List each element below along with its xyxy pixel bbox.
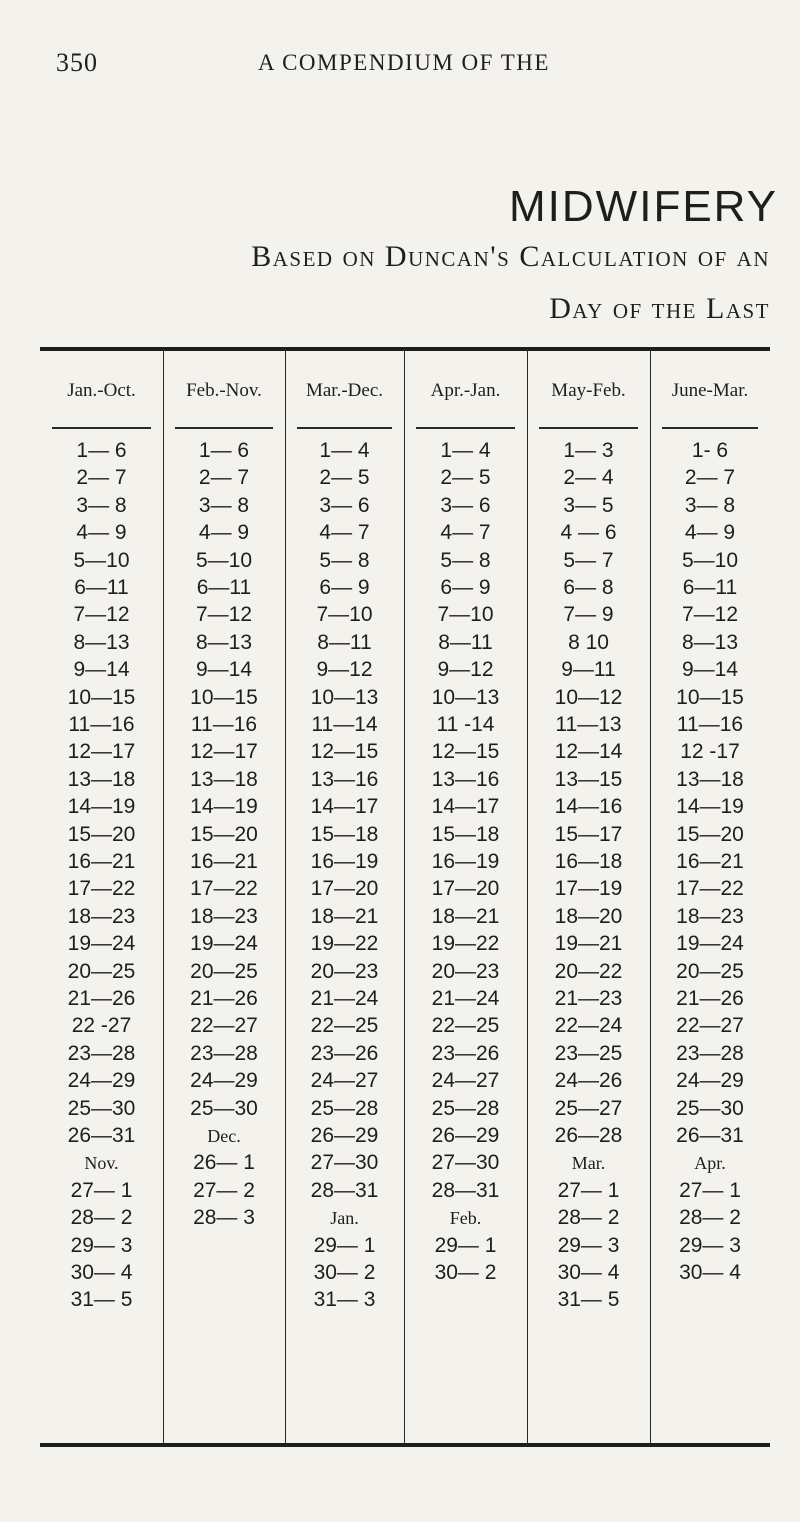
table-cell: 24—26 xyxy=(554,1069,623,1093)
table-cell: Nov. xyxy=(84,1153,119,1174)
table-cell: 5—10 xyxy=(681,548,739,572)
table-cell: 12—14 xyxy=(554,740,623,764)
table-cell: 28— 2 xyxy=(557,1206,620,1230)
table-cell: 1— 6 xyxy=(198,439,250,462)
table-cell: 7—12 xyxy=(195,603,253,627)
table-cell: 27— 2 xyxy=(193,1178,255,1202)
column-header: Jan.-Oct. xyxy=(67,380,136,401)
table-cell: 15—20 xyxy=(190,822,258,846)
table-cell: 21—24 xyxy=(310,987,379,1010)
table-cell: 9—11 xyxy=(561,658,616,682)
table-cell: 2— 7 xyxy=(76,466,127,490)
table-cell: 20—25 xyxy=(190,959,258,983)
table-cell: 19—24 xyxy=(67,932,136,956)
table-cell: 3— 6 xyxy=(319,493,370,517)
table-cell: 14—16 xyxy=(554,795,623,819)
table-cell: 12—15 xyxy=(310,740,379,764)
table-cell: 21—26 xyxy=(676,987,744,1010)
header-underline xyxy=(416,427,515,429)
table-cell: 16—21 xyxy=(190,850,258,873)
table-cell: 14—19 xyxy=(67,795,136,819)
table-cell: 29— 3 xyxy=(679,1233,741,1257)
table-cell: 11—13 xyxy=(555,713,622,736)
table-cell: 24—27 xyxy=(310,1069,379,1093)
table-cell: 10—13 xyxy=(431,685,500,709)
table-column xyxy=(404,350,527,1443)
table-cell: 14—19 xyxy=(676,795,744,819)
table-cell: 16—21 xyxy=(676,850,744,873)
table-cell: 25—27 xyxy=(554,1096,623,1120)
table-cell: 7—10 xyxy=(437,603,494,627)
table-cell: 20—23 xyxy=(431,959,500,983)
table-cell: 3— 8 xyxy=(198,493,250,517)
table-cell: 13—16 xyxy=(431,767,500,791)
table-cell: 20—25 xyxy=(676,959,744,983)
running-head: A COMPENDIUM OF THE xyxy=(258,50,550,75)
table-cell: 4— 9 xyxy=(198,521,250,545)
table-cell: 9—14 xyxy=(681,658,739,682)
table-cell: 11—16 xyxy=(190,713,258,736)
table-cell: 18—23 xyxy=(190,904,258,928)
table-cell: 24—27 xyxy=(431,1069,500,1093)
table-cell: 22—27 xyxy=(190,1014,258,1038)
table-cell: Dec. xyxy=(207,1126,241,1146)
table-column xyxy=(527,350,650,1443)
table-cell: 8—13 xyxy=(195,630,253,654)
table-cell: 11 -14 xyxy=(436,713,495,736)
table-column xyxy=(285,350,404,1443)
table-cell: 23—28 xyxy=(676,1041,744,1065)
table-cell: 21—26 xyxy=(190,987,258,1010)
table-cell: 16—19 xyxy=(431,850,500,873)
table-cell: 24—29 xyxy=(67,1069,136,1093)
table-cell: 10—15 xyxy=(676,685,744,709)
table-cell: 1— 4 xyxy=(319,439,370,462)
table-cell: Mar. xyxy=(571,1153,606,1174)
table-cell: 12—17 xyxy=(190,740,258,764)
table-cell: 21—23 xyxy=(554,987,623,1010)
table-cell: 4— 7 xyxy=(319,521,370,545)
table-cell: 20—22 xyxy=(554,959,623,983)
table-cell: 10—12 xyxy=(554,685,623,709)
subtitle-line-1: Based on Duncan's Calculation of an xyxy=(251,240,770,273)
table-cell: 18—23 xyxy=(676,904,744,928)
table-cell: 22—25 xyxy=(310,1014,379,1038)
table-cell: 29— 1 xyxy=(434,1233,497,1257)
table-cell: 13—15 xyxy=(554,767,623,791)
page-number: 350 xyxy=(56,48,98,77)
table-cell: 18—21 xyxy=(431,904,500,928)
table-cell: 17—19 xyxy=(554,877,623,901)
table-cell: 30— 2 xyxy=(313,1261,376,1284)
table-cell: Feb. xyxy=(449,1208,482,1229)
table-cell: 29— 1 xyxy=(313,1233,376,1257)
table-cell: 23—25 xyxy=(554,1041,623,1065)
table-cell: 3— 5 xyxy=(563,493,614,517)
table-cell: 2— 4 xyxy=(563,466,614,490)
table-column xyxy=(650,350,770,1443)
table-cell: 11—16 xyxy=(68,713,135,736)
table-cell: 6— 8 xyxy=(563,576,614,599)
table-cell: 30— 4 xyxy=(557,1261,620,1284)
table-cell: 25—30 xyxy=(190,1096,258,1120)
table-cell: 2— 5 xyxy=(319,466,370,490)
table-cell: 26—29 xyxy=(310,1124,379,1147)
table-cell: 19—24 xyxy=(190,932,258,956)
table-cell: 17—20 xyxy=(431,877,500,901)
table-cell: 28— 2 xyxy=(679,1206,741,1230)
table-cell: 1— 4 xyxy=(440,439,491,462)
table-cell: 3— 6 xyxy=(440,493,491,517)
table-cell: 5— 8 xyxy=(440,548,491,572)
table-cell: 23—28 xyxy=(190,1041,258,1065)
table-cell: 25—30 xyxy=(676,1096,744,1120)
table-cell: 29— 3 xyxy=(70,1233,133,1257)
column-header: May-Feb. xyxy=(551,380,626,401)
table-cell: 20—23 xyxy=(310,959,379,983)
table-cell: 26—29 xyxy=(431,1124,500,1147)
table-cell: 9—12 xyxy=(316,658,373,682)
table-cell: 9—14 xyxy=(195,658,253,682)
table-column xyxy=(40,350,163,1443)
table-cell: 11—14 xyxy=(311,713,378,736)
table-cell: 3— 8 xyxy=(684,493,736,517)
table-cell: 22—24 xyxy=(554,1014,623,1038)
header-underline xyxy=(662,427,758,429)
table-cell: 21—24 xyxy=(431,987,500,1010)
table-cell: 4— 7 xyxy=(440,521,491,545)
table-cell: 6—11 xyxy=(74,576,129,599)
table-cell: 1— 3 xyxy=(563,439,614,462)
table-cell: 10—13 xyxy=(310,685,379,709)
table-cell: 6—11 xyxy=(682,576,738,599)
table-cell: 15—20 xyxy=(67,822,136,846)
table-cell: 26—31 xyxy=(67,1124,136,1147)
table-cell: 9—14 xyxy=(73,658,130,682)
table-cell: 26—28 xyxy=(554,1124,623,1147)
table-cell: 11—16 xyxy=(676,713,744,736)
table-cell: 13—18 xyxy=(67,767,136,791)
table-cell: 25—28 xyxy=(431,1096,500,1120)
column-divider xyxy=(650,350,651,1443)
table-cell: 27—30 xyxy=(431,1151,500,1175)
table-cell: 14—17 xyxy=(431,795,500,819)
table-cell: 15—20 xyxy=(676,822,744,846)
table-cell: 27— 1 xyxy=(70,1178,133,1202)
table-cell: 8—13 xyxy=(681,630,739,654)
table-cell: 17—22 xyxy=(676,877,744,901)
table-cell: 7— 9 xyxy=(563,603,614,627)
table-cell: 3— 8 xyxy=(76,493,127,517)
table-cell: 2— 7 xyxy=(684,466,736,490)
column-header: Apr.-Jan. xyxy=(430,380,501,401)
table-cell: 5— 8 xyxy=(319,548,370,572)
column-divider xyxy=(527,350,528,1443)
table-cell: 2— 5 xyxy=(440,466,491,490)
table-cell: 7—12 xyxy=(681,603,739,627)
table-column xyxy=(163,350,285,1443)
table-cell: 8—11 xyxy=(317,630,372,654)
table-cell: 15—18 xyxy=(310,822,379,846)
table-cell: 31— 3 xyxy=(313,1288,376,1312)
header-underline xyxy=(52,427,151,429)
table-cell: 25—28 xyxy=(310,1096,379,1120)
table-cell: 28— 3 xyxy=(193,1206,255,1230)
table-cell: 27— 1 xyxy=(557,1178,620,1202)
table-cell: 6— 9 xyxy=(440,576,491,599)
table-cell: 18—20 xyxy=(554,904,623,928)
table-cell: 22—25 xyxy=(431,1014,500,1038)
table-cell: 27—30 xyxy=(310,1151,379,1175)
table-cell: 31— 5 xyxy=(70,1288,133,1312)
table-cell: 22 -27 xyxy=(71,1014,132,1038)
table-bottom-rule xyxy=(40,1443,770,1447)
table-cell: 18—21 xyxy=(310,904,379,928)
header-underline xyxy=(539,427,638,429)
table-cell: 14—17 xyxy=(310,795,379,819)
table-cell: 28—31 xyxy=(431,1178,500,1202)
table-cell: 17—22 xyxy=(67,877,136,901)
table-cell: 1— 6 xyxy=(76,439,127,462)
table-cell: 20—25 xyxy=(67,959,136,983)
table-cell: 8 10 xyxy=(568,630,609,654)
table-cell: 15—17 xyxy=(554,822,623,846)
column-header: Mar.-Dec. xyxy=(305,380,384,401)
table-cell: 14—19 xyxy=(190,795,258,819)
table-cell: 19—21 xyxy=(554,932,623,956)
table-cell: 5— 7 xyxy=(563,548,614,572)
table-cell: 23—28 xyxy=(67,1041,136,1065)
table-cell: 13—16 xyxy=(310,767,379,791)
table-cell: 27— 1 xyxy=(679,1178,741,1202)
table-cell: 12—15 xyxy=(431,740,500,764)
table-cell: Apr. xyxy=(694,1153,726,1174)
table-cell: 31— 5 xyxy=(557,1288,620,1312)
header-underline xyxy=(175,427,273,429)
table-cell: 30— 4 xyxy=(70,1261,133,1284)
table-cell: 23—26 xyxy=(310,1041,379,1065)
table-cell: 7—10 xyxy=(316,603,373,627)
table-cell: 17—20 xyxy=(310,877,379,901)
table-cell: 8—13 xyxy=(73,630,130,654)
table-cell: 28— 2 xyxy=(70,1206,133,1230)
table-cell: 16—18 xyxy=(554,850,623,873)
table-cell: 1- 6 xyxy=(691,439,729,462)
table-cell: 16—19 xyxy=(310,850,379,873)
column-divider xyxy=(163,350,164,1443)
table-cell: 22—27 xyxy=(676,1014,744,1038)
table-cell: 4— 9 xyxy=(76,521,127,545)
table-cell: 7—12 xyxy=(73,603,130,627)
table-cell: 13—18 xyxy=(190,767,258,791)
table-cell: 18—23 xyxy=(67,904,136,928)
table-cell: 17—22 xyxy=(190,877,258,901)
table-cell: 5—10 xyxy=(73,548,130,572)
table-cell: 2— 7 xyxy=(198,466,250,490)
table-cell: 12—17 xyxy=(67,740,136,764)
table-cell: 24—29 xyxy=(190,1069,258,1093)
table-cell: 16—21 xyxy=(67,850,136,873)
table-cell: 13—18 xyxy=(676,767,744,791)
table-cell: 19—22 xyxy=(310,932,379,956)
column-header: Feb.-Nov. xyxy=(186,380,262,401)
column-divider xyxy=(285,350,286,1443)
table-cell: 30— 4 xyxy=(679,1261,741,1284)
subtitle-line-2: Day of the Last xyxy=(549,292,770,325)
page-title: MIDWIFERY xyxy=(509,182,778,231)
table-cell: 19—22 xyxy=(431,932,500,956)
table-cell: 30— 2 xyxy=(434,1261,497,1284)
table-cell: 23—26 xyxy=(431,1041,500,1065)
page-header xyxy=(0,48,800,88)
table-cell: 10—15 xyxy=(190,685,258,709)
table-cell: 19—24 xyxy=(676,932,744,956)
table-cell: 26— 1 xyxy=(193,1151,255,1175)
table-cell: 29— 3 xyxy=(557,1233,620,1257)
table-cell: 12 -17 xyxy=(680,740,740,764)
table-cell: 26—31 xyxy=(676,1124,744,1147)
column-divider xyxy=(404,350,405,1443)
table-cell: Jan. xyxy=(330,1208,359,1229)
table-cell: 9—12 xyxy=(437,658,494,682)
table-cell: 25—30 xyxy=(67,1096,136,1120)
table-cell: 28—31 xyxy=(310,1178,379,1202)
header-underline xyxy=(297,427,392,429)
table-cell: 24—29 xyxy=(676,1069,744,1093)
table-cell: 6—11 xyxy=(196,576,252,599)
table-cell: 21—26 xyxy=(67,987,136,1010)
table-cell: 10—15 xyxy=(67,685,136,709)
table-cell: 4— 9 xyxy=(684,521,736,545)
table-cell: 5—10 xyxy=(195,548,253,572)
table-cell: 4 — 6 xyxy=(560,521,617,545)
column-header: June-Mar. xyxy=(671,380,749,401)
table-cell: 6— 9 xyxy=(319,576,370,599)
table-cell: 8—11 xyxy=(438,630,493,654)
table-cell: 15—18 xyxy=(431,822,500,846)
